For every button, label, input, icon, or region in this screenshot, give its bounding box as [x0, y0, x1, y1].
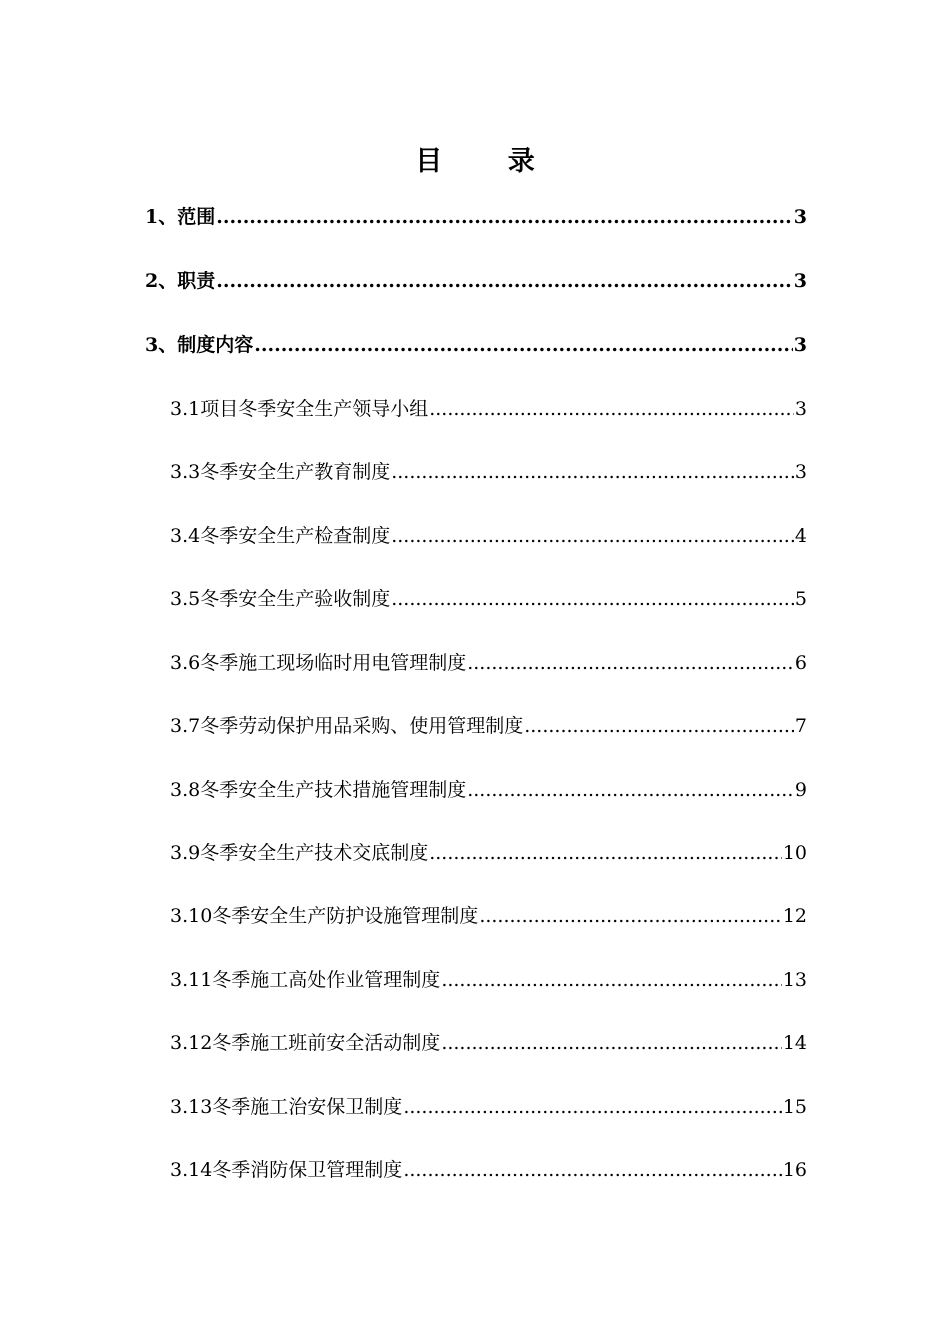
- toc-entry-label: 3.7冬季劳动保护用品采购、使用管理制度: [170, 715, 524, 737]
- toc-entry-page: 10: [782, 842, 807, 864]
- dot-leader: [403, 1089, 782, 1125]
- toc-entry-page: 16: [782, 1159, 807, 1181]
- dot-leader: [441, 1025, 782, 1061]
- toc-entry-page: 9: [794, 779, 807, 801]
- toc-entry-label: 3.3冬季安全生产教育制度: [170, 461, 391, 483]
- toc-entry-3-9[interactable]: [170, 835, 807, 871]
- toc-entry-page: 4: [794, 525, 807, 547]
- toc-entry-page: 3: [793, 270, 807, 292]
- toc-entry-label: 3.14冬季消防保卫管理制度: [170, 1159, 403, 1181]
- toc-entry-page: 12: [782, 905, 807, 927]
- dot-leader: [403, 1152, 782, 1188]
- toc-entry-scope[interactable]: [145, 199, 807, 235]
- toc-entry-label: 3.12冬季施工班前安全活动制度: [170, 1032, 441, 1054]
- toc-entry-3-7[interactable]: [170, 708, 807, 744]
- toc-entry-page: 3: [793, 206, 807, 228]
- toc-entry-3-6[interactable]: [170, 645, 807, 681]
- toc-entry-label: 3.5冬季安全生产验收制度: [170, 588, 391, 610]
- dot-leader: [429, 391, 794, 427]
- toc-entry-label: 3.8冬季安全生产技术措施管理制度: [170, 779, 467, 801]
- toc-entry-page: 3: [794, 398, 807, 420]
- dot-leader: [467, 645, 794, 681]
- dot-leader: [479, 898, 782, 934]
- toc-entry-3-8[interactable]: [170, 772, 807, 808]
- toc-entry-page: 15: [782, 1096, 807, 1118]
- dot-leader: [429, 835, 782, 871]
- toc-entry-label: 3.1项目冬季安全生产领导小组: [170, 398, 429, 420]
- dot-leader: [391, 518, 794, 554]
- toc-entry-page: 3: [794, 461, 807, 483]
- dot-leader: [524, 708, 794, 744]
- dot-leader: [254, 327, 793, 363]
- toc-entry-label: 3.9冬季安全生产技术交底制度: [170, 842, 429, 864]
- toc-entry-page: 13: [782, 969, 807, 991]
- toc-title: 目 录: [415, 146, 563, 177]
- toc-entry-page: 6: [794, 652, 807, 674]
- toc-entry-page: 3: [793, 334, 807, 356]
- toc-entry-3-3[interactable]: [170, 454, 807, 490]
- dot-leader: [391, 581, 794, 617]
- toc-entry-3-4[interactable]: [170, 518, 807, 554]
- dot-leader: [391, 454, 794, 490]
- toc-entry-label: 3.4冬季安全生产检查制度: [170, 525, 391, 547]
- toc-entry-3-11[interactable]: [170, 962, 807, 998]
- toc-entry-3-14[interactable]: [170, 1152, 807, 1188]
- dot-leader: [441, 962, 782, 998]
- toc-entry-3-12[interactable]: [170, 1025, 807, 1061]
- toc-entry-responsibilities[interactable]: [145, 263, 807, 299]
- toc-entry-3-10[interactable]: [170, 898, 807, 934]
- dot-leader: [467, 772, 794, 808]
- toc-entry-label: 3.6冬季施工现场临时用电管理制度: [170, 652, 467, 674]
- toc-entry-label: 3.11冬季施工高处作业管理制度: [170, 969, 441, 991]
- toc-entry-label: 3.10冬季安全生产防护设施管理制度: [170, 905, 479, 927]
- toc-entry-page: 7: [794, 715, 807, 737]
- toc-entry-system-content[interactable]: [145, 327, 807, 363]
- toc-entry-page: 5: [794, 588, 807, 610]
- toc-entry-3-13[interactable]: [170, 1089, 807, 1125]
- toc-entry-label: 1、范围: [145, 206, 216, 228]
- dot-leader: [216, 263, 793, 299]
- dot-leader: [216, 199, 793, 235]
- toc-entry-page: 14: [782, 1032, 807, 1054]
- toc-entry-label: 3、制度内容: [145, 334, 254, 356]
- toc-entry-label: 2、职责: [145, 270, 216, 292]
- toc-entry-3-5[interactable]: [170, 581, 807, 617]
- toc-entry-label: 3.13冬季施工治安保卫制度: [170, 1096, 403, 1118]
- toc-entry-3-1[interactable]: [170, 391, 807, 427]
